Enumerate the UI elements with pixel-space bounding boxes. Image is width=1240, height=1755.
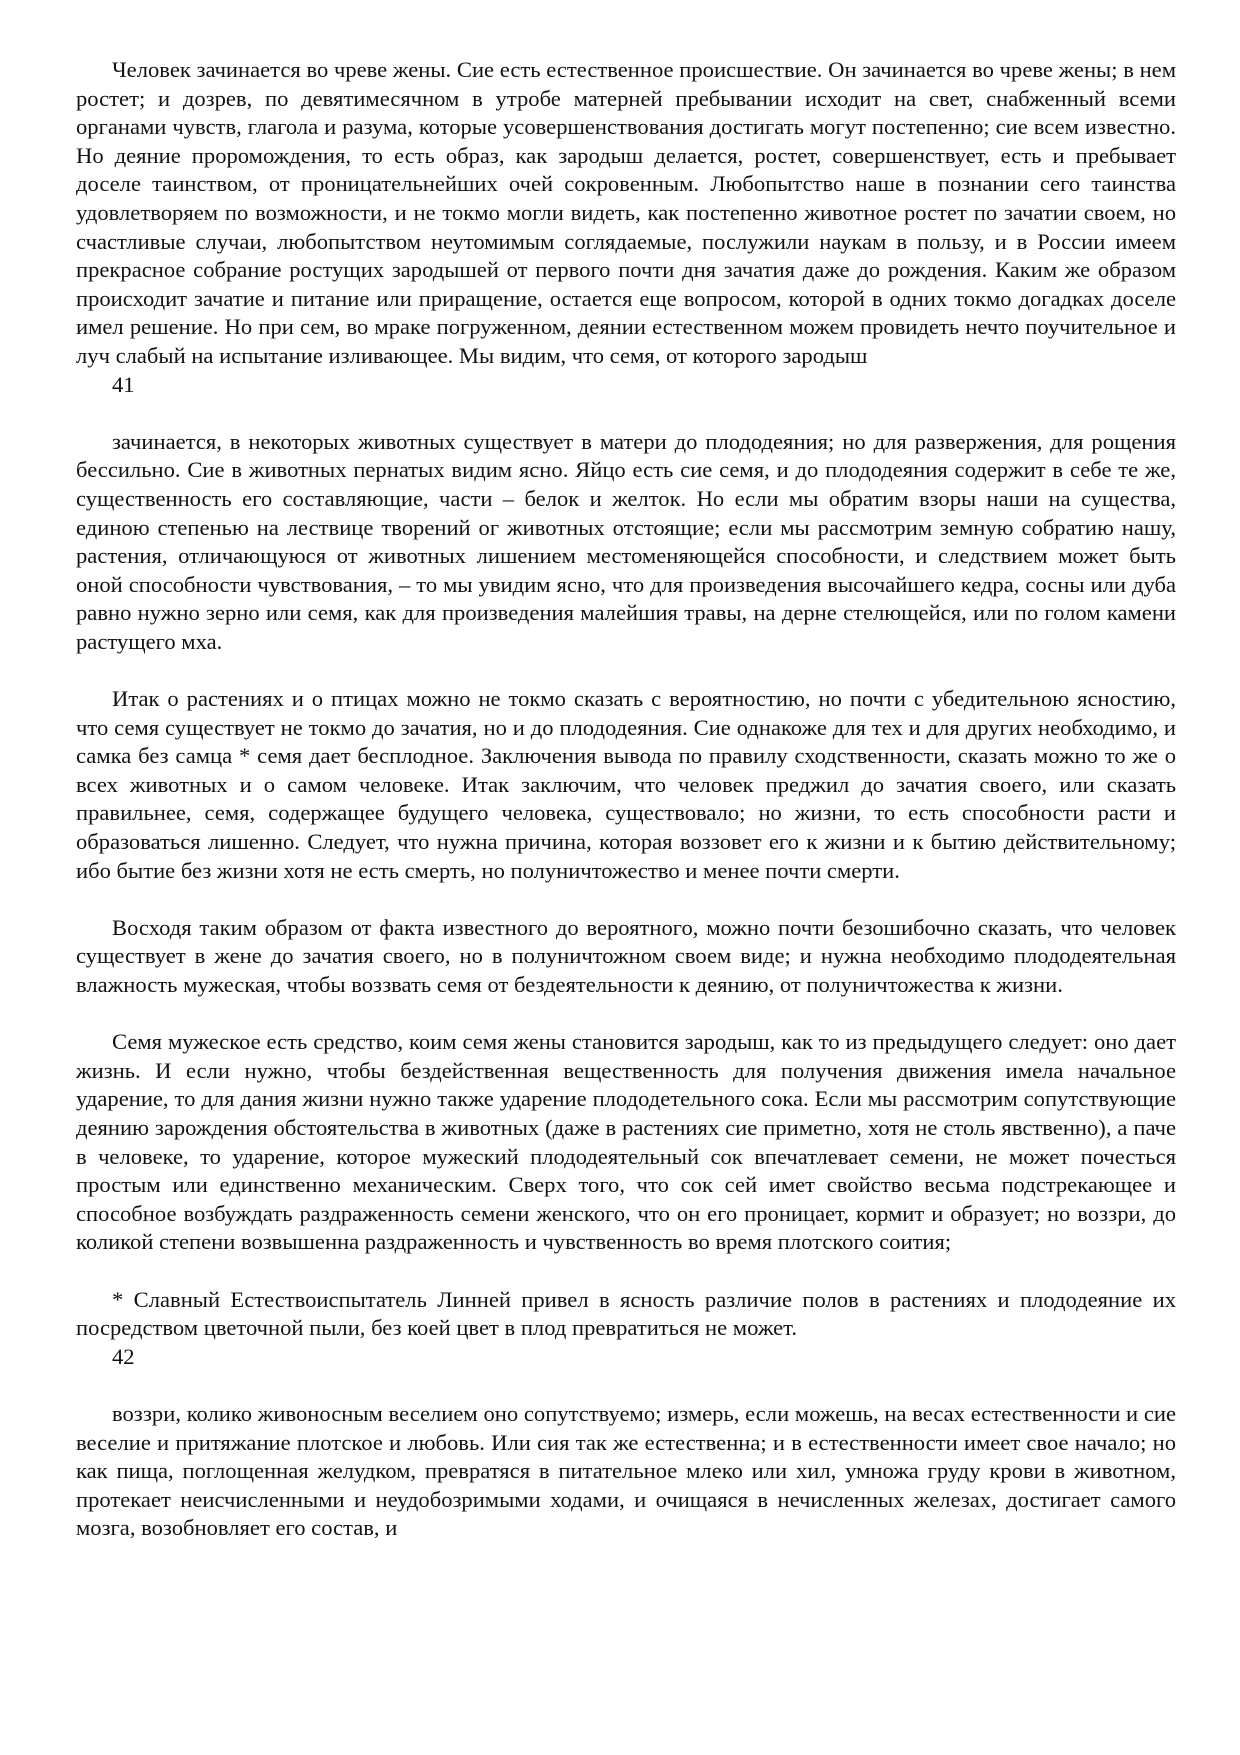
paragraph-seed-in-animals: зачинается, в некоторых животных существует в матери до плододеяния; но для развержения, для рощения бессильно. Сие в животных пернатых видим ясно. Яйцо есть сие семя, и до плододеяния содержит в себе те же, существенность его составляющие, части – белок и желток. Но если мы обратим взоры наши на существа, единою степенью на лествице творений ог животных отстоящие; если мы рассмотрим земную собратию нашу, растения, отличающуюся от животных лишением местоменяющейся способности, и следствием может быть оной способности чувствования, – то мы увидим ясно, что для произведения высочайшего кедра, сосны или дуба равно нужно зерно или семя, как для произведения малейшия травы, на дерне стелющейся, или по голом камени растущего мха.	[76, 428, 1176, 654]
page-number-42: 42	[112, 1343, 135, 1369]
paragraph-plants-and-birds: Итак о растениях и о птицах можно не токмо сказать с вероятностию, но почти с убедительною ясностию, что семя существует не токмо до зачатия, но и до плододеяния. Сие однакоже для тех и для других необходимо, и самка без самца * семя дает бесплодное. Заключения вывода по правилу сходственности, сказать можно то же о всех животных и о самом человеке. Итак заключим, что человек преджил до зачатия своего, или сказать правильнее, семя, содержащее будущего человека, существовало; но жизни, то есть способности расти и образоваться лишенно. Следует, что нужна причина, которая воззовет его к жизни и к бытию действительному; ибо бытие без жизни хотя не есть смерть, но полуничтожество и менее почти смерти.	[76, 686, 1176, 883]
paragraph-conception-intro: Человек зачинается во чреве жены. Сие есть естественное происшествие. Он зачинается во чреве жены; в нем ростет; и дозрев, по девятимесячном в утробе матерней пребывании исходит на свет, снабженный всеми органами чувств, глагола и разума, которые усовершенствования достигать могут постепенно; сие всем известно. Но деяние проромождения, то есть образ, как зародыш делается, ростет, совершенствует, есть и пребывает доселе таинством, от проницательнейших очей сокровенным. Любопытство наше в познании сего таинства удовлетворяем по возможности, и не токмо могли видеть, как постепенно животное ростет по зачатии своем, но счастливые случаи, любопытством неутомимым соглядаемые, послужили наукам в пользу, и в России имеем прекрасное собрание ростущих зародышей от первого почти дня зачатия даже до рождения. Каким же образом происходит зачатие и питание или приращение, остается еще вопросом, которой в одних токмо догадках доселе имел решение. Но при сем, во мраке погруженном, деянии естественном можем провидеть нечто поучительное и луч слабый на испытание изливающее. Мы видим, что семя, от которого зародыш	[76, 57, 1176, 368]
spacer	[76, 885, 1176, 914]
spacer	[76, 656, 1176, 685]
paragraph-from-fact-to-probable: Восходя таким образом от факта известного до вероятного, можно почти безошибочно сказать, что человек существует в жене до зачатия своего, но в полуничтожном своем виде; и нужна необходимо плододеятельная влажность мужеская, чтобы воззвать семя от бездеятельности к деянию, от полуничтожества к жизни.	[76, 914, 1176, 997]
paragraph-behold-joy: воззри, колико живоносным веселием оно сопутствуемо; измерь, если можешь, на весах естественности и сие веселие и притяжание плотское и любовь. Или сия так же естественна; и в естественности имеет свое начало; но как пища, поглощенная желудком, превратяся в питательное млеко или хил, умножа груду крови в животном, протекает неисчисленными и неудобозримыми ходами, и очищаяся в нечисленных железах, достигает самого мозга, возобновляет его состав, и	[76, 1400, 1176, 1541]
footnote-linnaeus: * Славный Естествоиспытатель Линней привел в ясность различие полов в растениях и плододеяние их посредством цветочной пыли, без коей цвет в плод превратиться не может.	[76, 1286, 1176, 1341]
page-number-41: 41	[112, 371, 135, 397]
paragraph-male-seed: Семя мужеское есть средство, коим семя жены становится зародыш, как то из предыдущего следует: оно дает жизнь. И если нужно, чтобы бездейственная вещественность для получения движения имела начальное ударение, то для дания жизни нужно также ударение плододетельного сока. Если мы рассмотрим сопутствующие деянию зарождения обстоятельства в животных (даже в растениях сие приметно, хотя не столь явственно), а паче в человеке, то ударение, которое мужеский плододеятельный сок впечатлевает семени, не может почесться простым или единственно механическим. Сверх того, что сок сей имет свойство весьма подстрекающее и способное возбуждать раздраженность семени женского, что он его проницает, кормит и образует; но воззри, до коликой степени возвышенна раздраженность и чувственность во время плотского соития;	[76, 1029, 1176, 1255]
spacer	[76, 1000, 1176, 1029]
spacer	[76, 1371, 1176, 1400]
spacer	[76, 1257, 1176, 1286]
spacer	[76, 399, 1176, 428]
